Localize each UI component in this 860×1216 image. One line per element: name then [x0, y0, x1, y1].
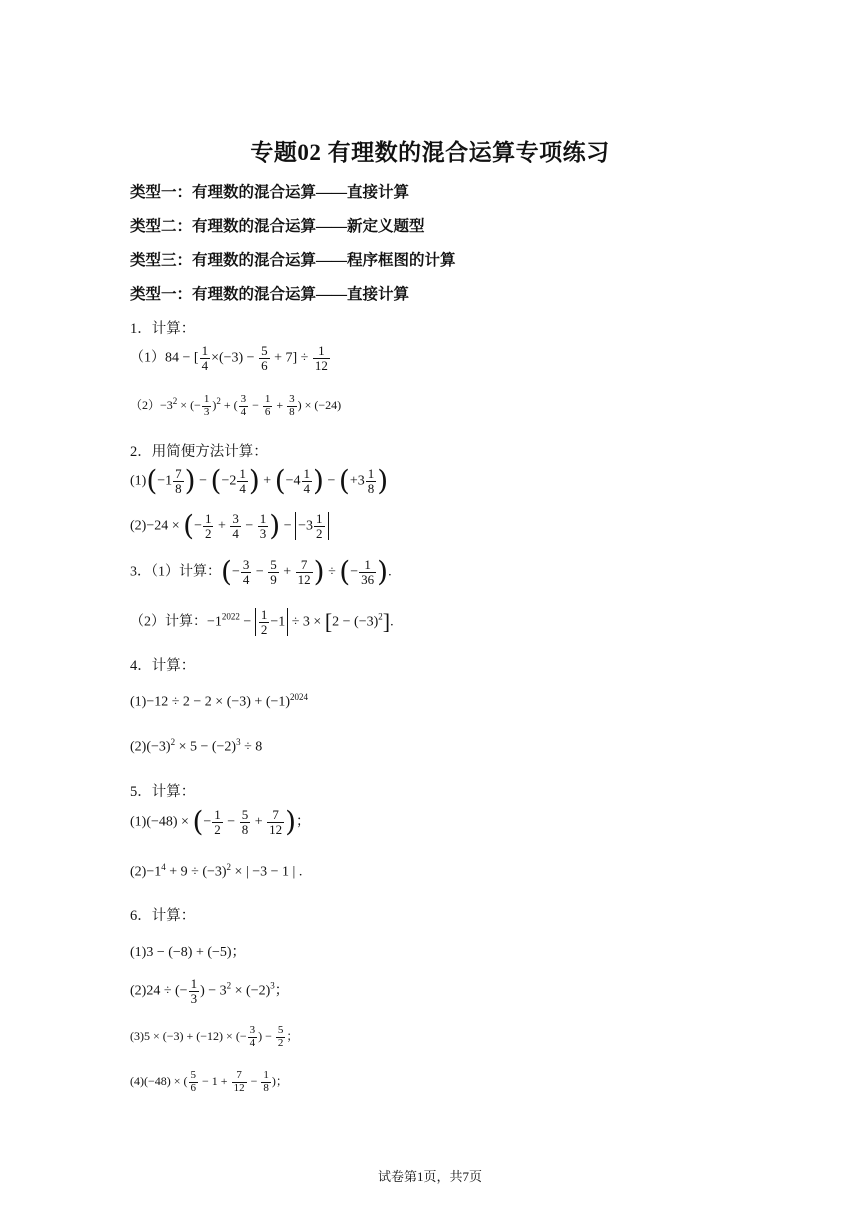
- question-3: 3．（1）计算：: [130, 564, 221, 580]
- q2-expr-1: (1)(−1 $\frac{7}{8}$ ) − (−2 $\frac{1}{4}$ ) + (−4 $\frac{1}{4}$ ) − (+3 $\frac{1}{8}$ ): [130, 464, 389, 498]
- q6-label-3: (3): [130, 1028, 144, 1043]
- q6-label-2: (2): [130, 983, 147, 999]
- question-6: 6．计算：: [130, 908, 196, 924]
- q4-label-2: (2): [130, 739, 147, 755]
- q6-label-1: (1): [130, 945, 147, 960]
- q6-expr-2: (2)24 ÷ (− $\frac{1}{3}$ ) − $3^2 \times (-2)^3$；: [130, 976, 289, 1006]
- question-5: 5．计算：: [130, 784, 196, 800]
- category-2: 类型二：有理数的混合运算——新定义题型: [130, 218, 425, 235]
- q1-label-1: （1）: [130, 350, 165, 366]
- q6-label-4: (4): [130, 1073, 144, 1088]
- q6-expr-3: (3)5 × (−3) + (−12) × (− $\frac{3}{4}$ ) − $\frac{5}{2}$ ；: [130, 1024, 299, 1049]
- question-4: 4．计算：: [130, 658, 196, 674]
- q5-label-2: (2): [130, 864, 147, 880]
- q1-expr-2: $(2)-3^2$ × (− $\frac{1}{3}$ )$^2$ + ( $\frac{3}{4}$ − $\frac{1}{6}$ + $\frac{3}{8}$ ) × (−24): [130, 393, 342, 418]
- q5-label-1: (1): [130, 814, 147, 830]
- q3-expr-2: （2）计算：$-1^{2022}$ − $\frac{1}{2}$ $-1 \div 3 \times [2 - (-3)^2]$.: [130, 607, 394, 637]
- page-title: 专题02 有理数的混合运算专项练习: [250, 140, 610, 165]
- page-footer: 试卷第1页，共7页: [377, 1169, 482, 1184]
- q5-expr-1: (1)(−48) × (− $\frac{1}{2}$ − $\frac{5}{8}$ + $\frac{7}{12}$ )；: [130, 805, 311, 839]
- question-3-part-2: （2）计算：: [130, 614, 207, 630]
- q6-expr-1: (1)3 − (−8) + (−5)；: [130, 945, 246, 960]
- q1-label-2: （2）: [130, 397, 161, 412]
- category-3: 类型三：有理数的混合运算——程序框图的计算: [130, 252, 456, 269]
- q3-expr-1: 3．（1）计算：(− $\frac{3}{4}$ − $\frac{5}{9}$ + $\frac{7}{12}$ ) ÷ (− $\frac{1}{36}$ ).: [130, 555, 392, 589]
- q2-label-2: (2): [130, 518, 147, 534]
- q2-label-1: (1): [130, 473, 147, 489]
- q5-expr-2: $(2)-1^4 + 9 \div (-3)^2$ × | −3 − 1 | .: [130, 862, 303, 880]
- question-1: 1．计算：: [130, 321, 196, 337]
- question-2: 2．用简便方法计算：: [130, 444, 268, 460]
- q4-expr-2: $(2)(-3)^2 \times 5 - (-2)^3 \div 8$: [130, 737, 263, 755]
- q4-label-1: (1): [130, 694, 147, 710]
- q2-expr-2: (2)−24 × (− $\frac{1}{2}$ + $\frac{3}{4}$ − $\frac{1}{3}$ ) − −3 $\frac{1}{2}$: [130, 512, 329, 540]
- category-1: 类型一：有理数的混合运算——直接计算: [130, 184, 410, 201]
- q4-expr-1: $(1)-12 \div 2 - 2 \times (-3) + (-1)^{2024}$: [130, 692, 309, 710]
- category-section-heading: 类型一：有理数的混合运算——直接计算: [130, 286, 410, 303]
- q6-expr-4: (4)(−48) × ( $\frac{5}{6}$ − 1 + $\frac{7}{12}$ − $\frac{1}{8}$ )；: [130, 1069, 288, 1094]
- q1-expr-1: （1）84 − [ $\frac{1}{4}$ ×(−3) − $\frac{5}{6}$ + 7] ÷ $\frac{1}{12}$: [130, 343, 328, 373]
